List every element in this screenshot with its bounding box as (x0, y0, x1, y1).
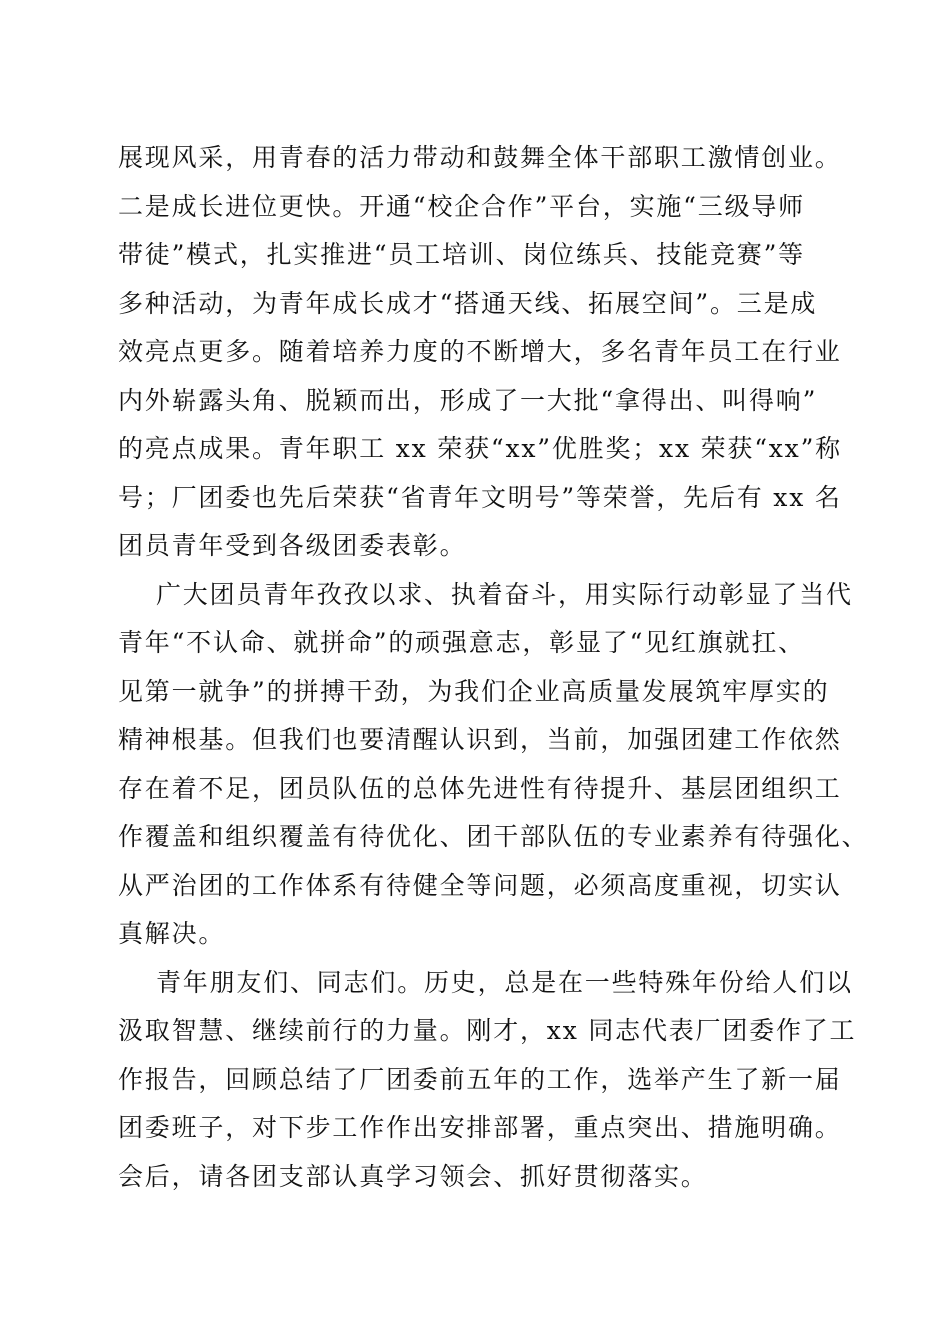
text-line: 见第一就争”的拼搏干劲，为我们企业高质量发展筑牢厚实的 (118, 676, 830, 706)
text-line: 号；厂团委也先后荣获“省青年文明号”等荣誉，先后有 xx 名 (118, 482, 842, 512)
text-line: 效亮点更多。随着培养力度的不断增大，多名青年员工在行业 (118, 337, 842, 366)
text-line: 真解决。 (118, 919, 226, 948)
text-line: 从严治团的工作体系有待健全等问题，必须高度重视，切实认 (118, 870, 842, 900)
text-line: 带徒”模式，扎实推进“员工培训、岗位练兵、技能竞赛”等 (118, 240, 805, 269)
text-line: 二是成长进位更快。开通“校企合作”平台，实施“三级导师 (118, 191, 805, 221)
paragraph-2 (118, 571, 869, 959)
text-line: 作报告，回顾总结了厂团委前五年的工作，选举产生了新一届 (118, 1064, 842, 1094)
text-line: 的亮点成果。青年职工 xx 荣获“xx”优胜奖；xx 荣获“xx”称 (118, 434, 842, 463)
text-line: 多种活动，为青年成长成才“搭通天线、拓展空间”。三是成 (118, 288, 818, 318)
text-line: 汲取智慧、继续前行的力量。刚才，xx 同志代表厂团委作了工 (118, 1016, 857, 1045)
text-line: 青年朋友们、同志们。历史，总是在一些特殊年份给人们以 (156, 967, 853, 997)
text-line: 团员青年受到各级团委表彰。 (118, 531, 467, 560)
text-line: 精神根基。但我们也要清醒认识到，当前，加强团建工作依然 (118, 725, 842, 754)
text-line: 广大团员青年孜孜以求、执着奋斗，用实际行动彰显了当代 (156, 579, 853, 609)
text-line: 展现风采，用青春的活力带动和鼓舞全体干部职工激情创业。 (118, 143, 842, 172)
text-line: 内外崭露头角、脱颖而出，形成了一大批“拿得出、叫得响” (118, 385, 818, 415)
paragraph-3 (118, 959, 857, 1202)
text-line: 作覆盖和组织覆盖有待优化、团干部队伍的专业素养有待强化、 (118, 822, 869, 851)
text-line: 团委班子，对下步工作作出安排部署，重点突出、措施明确。 (118, 1113, 842, 1142)
document-body (118, 134, 869, 1201)
text-line: 青年“不认命、就拼命”的顽强意志，彰显了“见红旗就扛、 (118, 628, 805, 657)
paragraph-1 (118, 134, 842, 571)
text-line: 存在着不足，团员队伍的总体先进性有待提升、基层团组织工 (118, 773, 842, 803)
text-line: 会后，请各团支部认真学习领会、抓好贯彻落实。 (118, 1161, 708, 1191)
